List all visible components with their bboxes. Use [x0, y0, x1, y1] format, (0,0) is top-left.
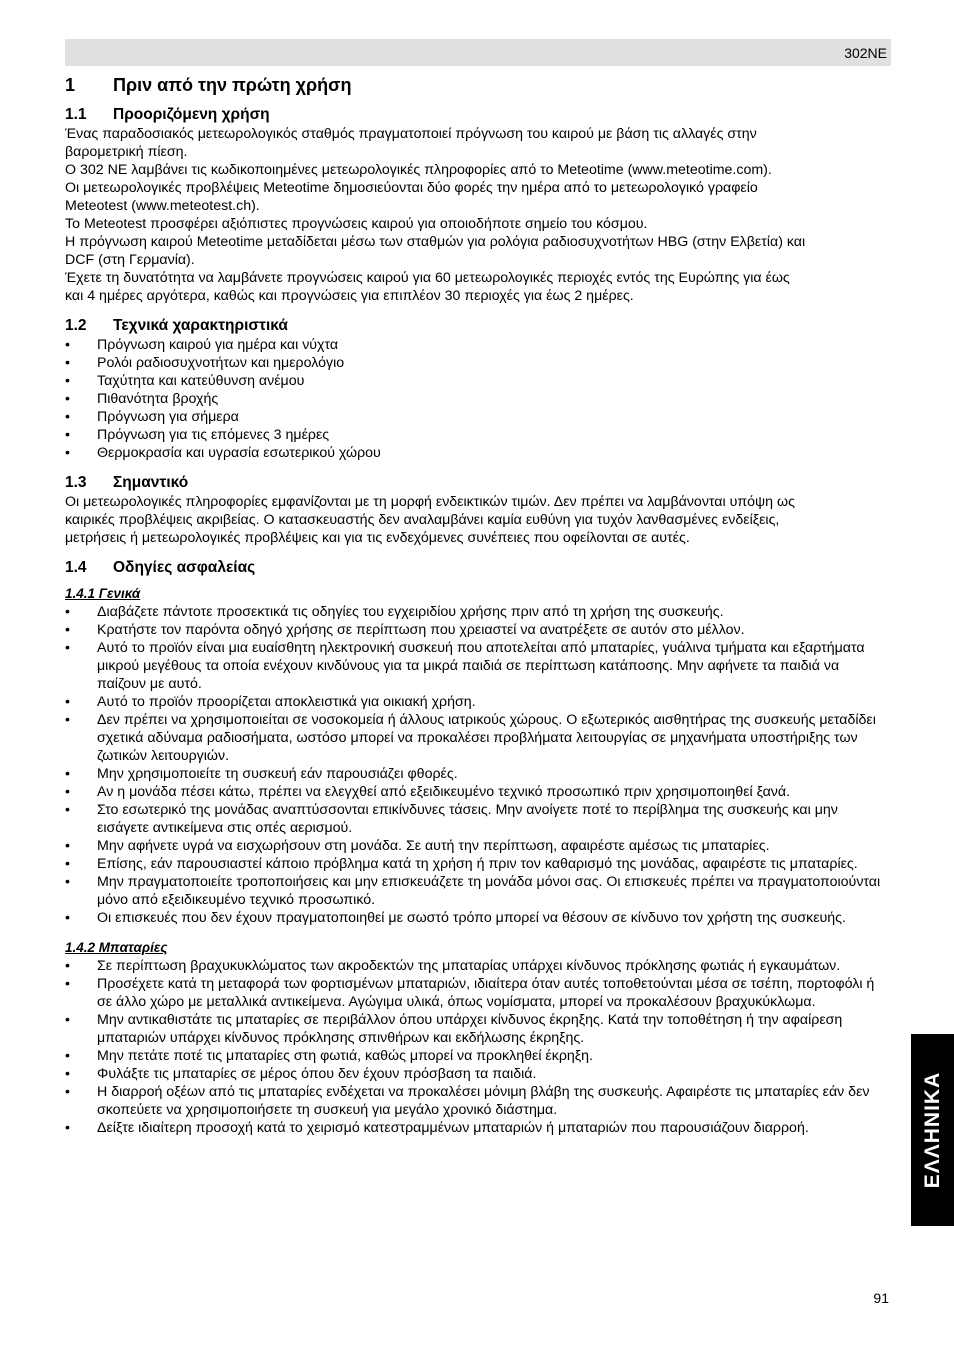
text-line: Το Meteotest προσφέρει αξιόπιστες προγνώσεις καιρού για οποιοδήποτε σημείο του κόσμου.	[65, 216, 648, 232]
intended-use-paragraph	[65, 125, 891, 305]
list-item: • Στο εσωτερικό της μονάδας αναπτύσσονται επικίνδυνες τάσεις. Μην ανοίγετε ποτέ το περίβλημα της συσκευής και μην εισάγετε αντικείμενα στις οπές αερισμού.	[65, 801, 891, 837]
text-line: μετρήσεις ή μετεωρολογικές προβλέψεις και για τις ενδεχόμενες συνέπειες που οφείλονται σε αυτές.	[65, 530, 690, 546]
list-item: • Αυτό το προϊόν προορίζεται αποκλειστικά για οικιακή χρήση.	[65, 693, 891, 711]
text-line: DCF (στη Γερμανία).	[65, 252, 195, 268]
text-line: Οι μετεωρολογικές προβλέψεις Meteotime δημοσιεύονται δύο φορές την ημέρα από το μετεωρολογικό γραφείο	[65, 180, 758, 196]
list-item: • Σε περίπτωση βραχυκυκλώματος των ακροδεκτών της μπαταρίας υπάρχει κίνδυνος πρόκλησης φωτιάς ή εγκαυμάτων.	[65, 957, 891, 975]
section-number: 1.3	[65, 474, 87, 491]
subsection-heading-general: 1.4.1 Γενικά	[65, 586, 141, 601]
list-item: • Μην πετάτε ποτέ τις μπαταρίες στη φωτιά, καθώς μπορεί να προκληθεί έκρηξη.	[65, 1047, 891, 1065]
list-item: • Κρατήστε τον παρόντα οδηγό χρήσης σε περίπτωση που χρειαστεί να ανατρέξετε σε αυτόν στο μέλλον.	[65, 621, 891, 639]
list-item: • Ταχύτητα και κατεύθυνση ανέμου	[65, 372, 891, 390]
text-line: καιρικές προβλέψεις ακριβείας. Ο κατασκευαστής δεν αναλαμβάνει καμία ευθύνη για τυχόν λανθασμένες ενδείξεις,	[65, 512, 780, 528]
list-item: • Μην χρησιμοποιείτε τη συσκευή εάν παρουσιάζει φθορές.	[65, 765, 891, 783]
section-title: Τεχνικά χαρακτηριστικά	[113, 317, 288, 334]
text-line: Η πρόγνωση καιρού Meteotime μεταδίδεται μέσω των σταθμών για ρολόγια ραδιοσυχνοτήτων HBG (στην Ελβετία) και	[65, 234, 806, 250]
section-title: Προοριζόμενη χρήση	[113, 106, 270, 123]
text-line: Ένας παραδοσιακός μετεωρολογικός σταθμός πραγματοποιεί πρόγνωση του καιρού με βάση τις αλλαγές στην	[65, 126, 757, 142]
page-content	[65, 72, 891, 1149]
list-item: • Ρολόι ραδιοσυχνοτήτων και ημερολόγιο	[65, 354, 891, 372]
text-line: Ο 302 ΝΕ λαμβάνει τις κωδικοποιημένες μετεωρολογικές πληροφορίες από το Meteotime (www.meteotime.com).	[65, 162, 772, 178]
page-number: 91	[873, 1290, 889, 1306]
section-number: 1.2	[65, 317, 87, 334]
section-title: Οδηγίες ασφαλείας	[113, 559, 256, 576]
list-item: • Πιθανότητα βροχής	[65, 390, 891, 408]
list-item: • Μην αντικαθιστάτε τις μπαταρίες σε περιβάλλον όπου υπάρχει κίνδυνος έκρηξης. Κατά την τοποθέτηση ή την αφαίρεση μπαταριών υπάρχει κίνδυνος πρόκλησης σπινθήρων και εκδήλωσης έκρηξης.	[65, 1011, 891, 1047]
section-number: 1.4	[65, 559, 87, 576]
text-line: και 4 ημέρες αργότερα, καθώς και προγνώσεις για επιπλέον 30 περιοχές για έως 2 ημέρες.	[65, 288, 634, 304]
list-item: • Αν η μονάδα πέσει κάτω, πρέπει να ελεγχθεί από εξειδικευμένο τεχνικό προσωπικό πριν χρησιμοποιηθεί ξανά.	[65, 783, 891, 801]
list-item: • Προσέχετε κατά τη μεταφορά των φορτισμένων μπαταριών, ιδιαίτερα όταν αυτές τοποθετούνται μέσα σε τσέπη, πορτοφόλι ή σε άλλο χώρο με μεταλλικά αντικείμενα. Αγώγιμα υλικά, όπως νομίσματα, μπορεί να προκαλέσουν βραχυκύκλωμα.	[65, 975, 891, 1011]
section-heading-1-1	[65, 106, 891, 124]
list-item: • Διαβάζετε πάντοτε προσεκτικά τις οδηγίες του εγχειριδίου χρήσης πριν από τη χρήση της συσκευής.	[65, 603, 891, 621]
section-title: Σημαντικό	[113, 474, 189, 491]
list-item: • Επίσης, εάν παρουσιαστεί κάποιο πρόβλημα κατά τη χρήση ή πριν τον καθαρισμό της μονάδας, αφαιρέστε τις μπαταρίες.	[65, 855, 891, 873]
section-number: 1.1	[65, 106, 87, 123]
language-tab	[911, 1034, 954, 1226]
general-safety-list	[65, 603, 891, 927]
subsection-heading-batteries: 1.4.2 Μπαταρίες	[65, 940, 168, 955]
list-item: • Οι επισκευές που δεν έχουν πραγματοποιηθεί με σωστό τρόπο μπορεί να θέσουν σε κίνδυνο τον χρήστη της συσκευής.	[65, 909, 891, 927]
list-item: • Πρόγνωση για σήμερα	[65, 408, 891, 426]
battery-safety-list	[65, 957, 891, 1137]
chapter-title: Πριν από την πρώτη χρήση	[113, 75, 352, 95]
list-item: • Φυλάξτε τις μπαταρίες σε μέρος όπου δεν έχουν πρόσβαση τα παιδιά.	[65, 1065, 891, 1083]
features-list	[65, 336, 891, 462]
section-heading-1-2	[65, 317, 891, 335]
section-heading-1-4	[65, 559, 891, 577]
list-item: • Πρόγνωση καιρού για ημέρα και νύχτα	[65, 336, 891, 354]
header-bar	[65, 39, 891, 66]
text-line: Οι μετεωρολογικές πληροφορίες εμφανίζονται με τη μορφή ενδεικτικών τιμών. Δεν πρέπει να λαμβάνονται υπόψη ως	[65, 494, 795, 510]
list-item: • Η διαρροή οξέων από τις μπαταρίες ενδέχεται να προκαλέσει μόνιμη βλάβη της συσκευής. Αφαιρέστε τις μπαταρίες εάν δεν σκοπεύετε να χρησιμοποιήσετε τη συσκευή για μεγάλο χρονικό διάστημα.	[65, 1083, 891, 1119]
list-item: • Δεν πρέπει να χρησιμοποιείται σε νοσοκομεία ή άλλους ιατρικούς χώρους. Ο εξωτερικός αισθητήρας της συσκευής μεταδίδει σχετικά αδύναμα ραδιοσήματα, ωστόσο μπορεί να προκαλέσει προβλήματα λειτουργίας σε μηχανήματα υποστήριξης των ζωτικών λειτουργιών.	[65, 711, 891, 765]
text-line: βαρομετρική πίεση.	[65, 144, 188, 160]
chapter-number: 1	[65, 75, 76, 95]
text-line: Έχετε τη δυνατότητα να λαμβάνετε προγνώσεις καιρού για 60 μετεωρολογικές περιοχές εντός της Ευρώπης για έως	[65, 270, 790, 286]
text-line: Meteotest (www.meteotest.ch).	[65, 198, 260, 214]
list-item: • Πρόγνωση για τις επόμενες 3 ημέρες	[65, 426, 891, 444]
language-tab-label: ΕΛΛΗΝΙΚΑ	[920, 1071, 944, 1189]
section-heading-1-3	[65, 474, 891, 492]
list-item: • Μην πραγματοποιείτε τροποποιήσεις και μην επισκευάζετε τη μονάδα μόνοι σας. Οι επισκευές πρέπει να πραγματοποιούνται μόνο από εξειδικευμένο τεχνικό προσωπικό.	[65, 873, 891, 909]
list-item: • Αυτό το προϊόν είναι μια ευαίσθητη ηλεκτρονική συσκευή που αποτελείται από μπαταρίες, γυάλινα τμήματα και εξαρτήματα μικρού μεγέθους τα οποία ενέχουν κινδύνους για τα μικρά παιδιά σε περίπτωση κατάποσης. Μην αφήνετε τα παιδιά να παίζουν με αυτό.	[65, 639, 891, 693]
chapter-heading	[65, 74, 891, 96]
list-item: • Μην αφήνετε υγρά να εισχωρήσουν στη μονάδα. Σε αυτή την περίπτωση, αφαιρέστε αμέσως τις μπαταρίες.	[65, 837, 891, 855]
important-paragraph	[65, 493, 891, 547]
list-item: • Δείξτε ιδιαίτερη προσοχή κατά το χειρισμό κατεστραμμένων μπαταριών ή μπαταριών που παρουσιάζουν διαρροή.	[65, 1119, 891, 1137]
model-label: 302NE	[844, 45, 887, 61]
list-item: • Θερμοκρασία και υγρασία εσωτερικού χώρου	[65, 444, 891, 462]
